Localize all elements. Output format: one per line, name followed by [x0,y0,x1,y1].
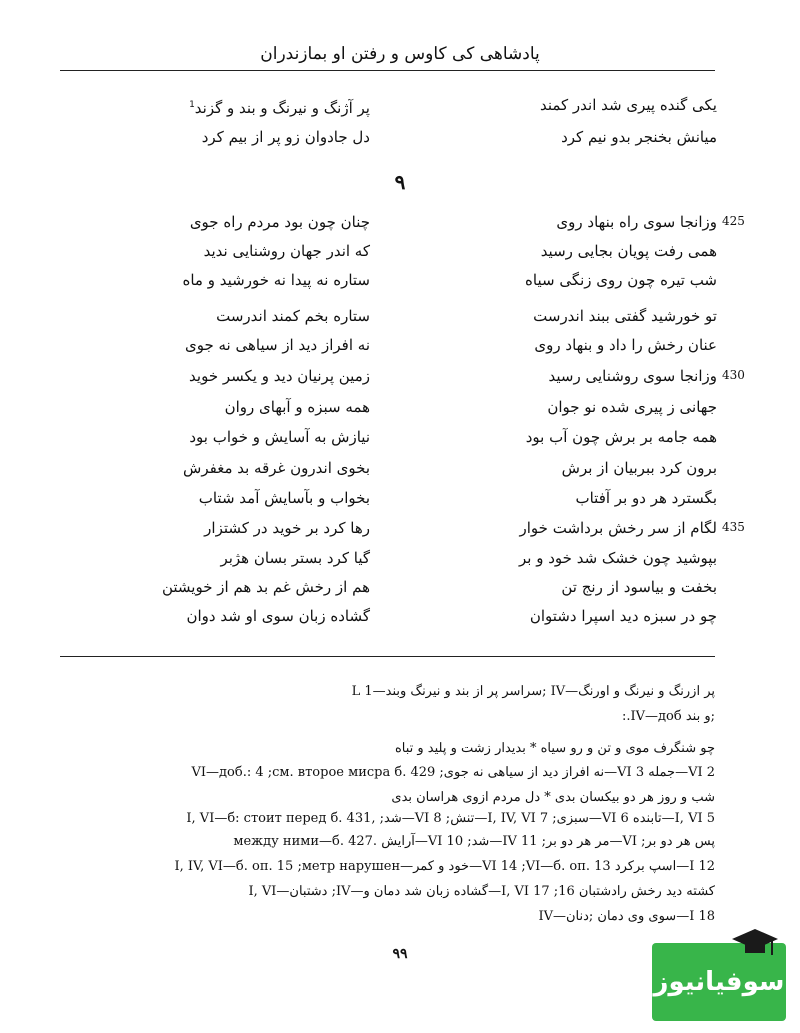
verse-right-8: همه جامه بر برش چون آب بود [525,428,717,446]
intro-verse-left-2: دل جادوان زو پر از بیم کرد [201,128,370,146]
line-number: 430 [722,368,745,382]
verse-left-2: که اندر جهان روشنایی ندید [203,242,370,260]
verse-right-13: بخفت و بیاسود از رنج تن [561,578,717,596]
verse-right-4: تو خورشید گفتی ببند اندرست [533,307,717,325]
verse-right-11: لگام از سر رخش برداشت خوار [519,519,717,537]
watermark-text: سوفیانیوز [653,967,785,997]
line-number: 435 [722,520,745,534]
verse-left-8: نیازش به آسایش و خواب بود [189,428,370,446]
intro-verse-right-1: یکی گنده پیری شد اندر کمند [539,96,717,114]
page-number: ۹۹ [392,946,408,962]
verse-right-14: چو در سبزه دید اسپرا دشتوان [529,607,717,625]
footnote-line: I, VI—دشتبان ;IV—گشاده زبان شد دمان و—I, VI 17 ;کشته دید رخش رادشتبان 16 [248,884,715,899]
watermark-logo [652,943,786,1021]
verse-left-11: رها کرد بر خوید در کشتزار [204,519,370,537]
verse-left-3: ستاره نه پیدا نه خورشید و ماه [182,271,370,289]
section-number: ۹ [394,170,406,194]
verse-left-13: هم از رخش غم بد هم از خویشتن [161,578,370,596]
footnote-ref: 1 [189,100,195,110]
verse-right-2: همی رفت پویان بجایی رسید [540,242,717,260]
footnote-line: VI—доб.: 4 ;см. второе мисра б. 429 ;نه افراز دید از سیاهی نه جوی—VI 3 جمله—VI 2 [191,765,715,780]
footnote-line: چو شنگرف موی و تن و رو سیاه * بدیدار زشت و پلید و تباه [394,741,715,756]
verse-right-10: بگسترد هر دو بر آفتاب [575,489,717,507]
footnote-line: между ними—б. 427. آرایش—VI 10 ;شد—IV 11 ;مر هر دو بر—VI ;پس هر دو بر [233,834,715,849]
verse-left-14: گشاده زبان سوی او شد دوان [186,607,370,625]
intro-verse-left-1: پر آژنگ و نیرنگ و بند و گزند$^1$ [189,99,370,117]
verse-right-7: جهانی ز پیری شده نو جوان [547,398,717,416]
footnote-line: IV—سوی وی دمان ;دنان—I 18 [538,909,715,924]
line-number: 425 [722,214,745,228]
verse-left-12: گیا کرد بستر بسان هژبر [220,549,370,567]
verse-right-5: عنان رخش را داد و بنهاد روی [534,336,717,354]
graduation-cap-icon [732,929,778,959]
verse-right-1: وزانجا سوی راه بنهاد روی [556,213,717,231]
footnote-line: پر ازرنگ و نیرنگ و اورنگ—IV ;سراسر پر از بند و نیرنگ وبند—L 1 [351,684,715,699]
verse-right-3: شب تیره چون روی زنگی سیاه [525,271,717,289]
verse-left-7: همه سبزه و آبهای روان [224,398,370,416]
verse-right-9: برون کرد ببربیان از برش [561,459,717,477]
running-header: پادشاهی کی کاوس و رفتن او بمازندران [260,44,540,64]
verse-left-4: ستاره بخم کمند اندرست [216,307,370,325]
header-rule [60,70,715,71]
verse-left-6: زمین پرنیان دید و یکسر خوید [189,367,370,385]
verse-left-9: بخوی اندرون غرقه بد مغفرش [183,459,370,477]
footnote-line: ;و بند IV—доб.: [622,709,715,724]
intro-verse-right-2: میانش بخنجر بدو نیم کرد [561,128,717,146]
footnote-rule [60,656,715,657]
footnote-line: شب و روز هر دو بیکسان بدی * دل مردم ازوی هراسان بدی [391,790,715,805]
verse-right-6: وزانجا سوی روشنایی رسید [548,367,717,385]
verse-left-10: بخواب و بآسایش آمد شتاب [198,489,370,507]
verse-right-12: بپوشید چون خشک شد خود و بر [519,549,717,567]
verse-left-1: چنان چون بود مردم راه جوی [189,213,370,231]
footnote-line: I, IV, VI—б. оп. 15 ;метр нарушен—خود و کمر—VI 14 ;VI—б. оп. 13 اسپ برکرد—I 12 [174,859,715,874]
verse-left-5: نه افراز دید از سیاهی نه جوی [184,336,370,354]
footnote-line: I, VI—б: стоит перед б. 431, ;شد—VI 8 ;تنش—I, IV, VI 7 ;سبزی—VI 6 تابنده—I, VI 5 [186,811,715,826]
